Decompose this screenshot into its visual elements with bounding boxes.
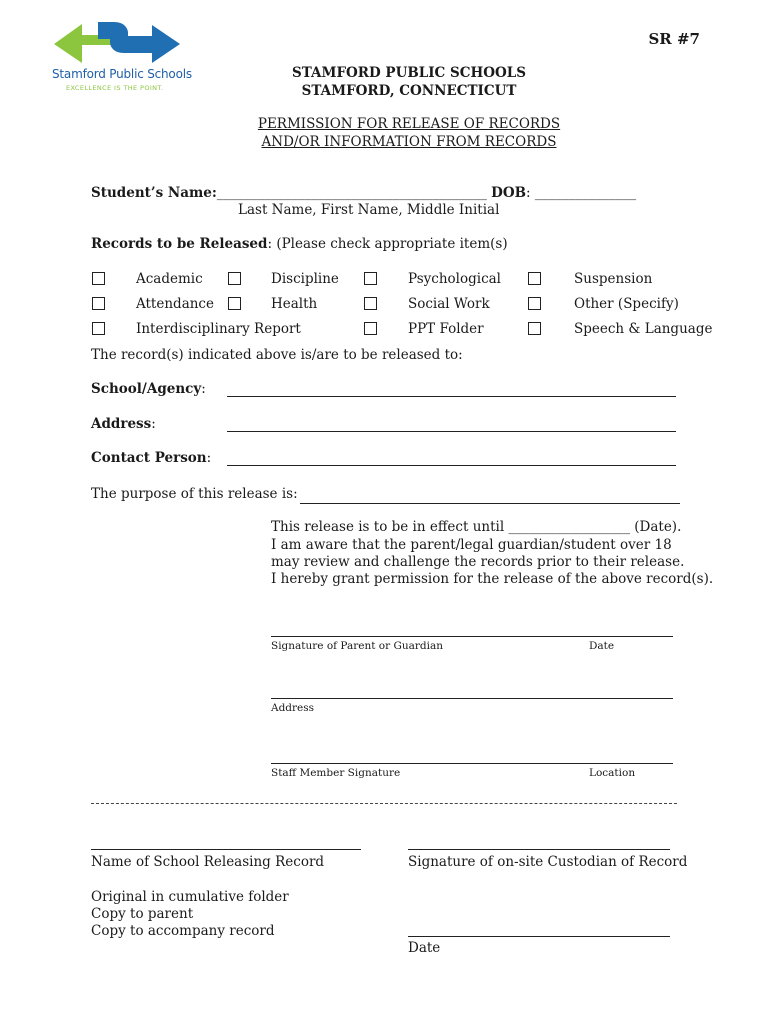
option-social-work: Social Work — [408, 296, 490, 312]
option-attendance: Attendance — [136, 296, 214, 312]
effective-date-field[interactable]: __________________ — [508, 519, 630, 535]
custodian-signature-field[interactable] — [408, 849, 670, 850]
records-instruction: (Please check appropriate item(s) — [276, 236, 508, 252]
form-title-text-1: PERMISSION FOR RELEASE OF RECORDS — [257, 116, 561, 132]
staff-signature-label: Staff Member Signature — [271, 767, 401, 779]
student-name-label: Student’s Name: — [91, 185, 217, 201]
address-colon: : — [151, 416, 156, 432]
signer-address-label: Address — [271, 702, 315, 714]
logo-tagline: EXCELLENCE IS THE POINT. — [66, 84, 164, 92]
records-colon: : — [267, 236, 273, 252]
copy-original: Original in cumulative folder — [91, 889, 289, 905]
records-heading: Records to be Released — [91, 236, 268, 252]
custodian-signature-label: Signature of on-site Custodian of Record — [408, 854, 688, 870]
student-name-field[interactable]: ________________________________________ — [216, 185, 487, 201]
checkbox-ppt-folder[interactable] — [364, 322, 377, 335]
option-discipline: Discipline — [271, 271, 339, 287]
checkbox-psychological[interactable] — [364, 272, 377, 285]
effective-until-row — [271, 519, 681, 535]
school-agency-colon: : — [201, 381, 206, 397]
school-agency-row — [91, 381, 206, 397]
district-name: STAMFORD PUBLIC SCHOOLS — [291, 65, 527, 81]
checkbox-suspension[interactable] — [528, 272, 541, 285]
custodian-date-label: Date — [408, 940, 441, 956]
option-other: Other (Specify) — [574, 296, 679, 312]
purpose-label: The purpose of this release is: — [91, 486, 298, 502]
checkbox-social-work[interactable] — [364, 297, 377, 310]
releasing-school-label: Name of School Releasing Record — [91, 854, 325, 870]
option-academic: Academic — [136, 271, 203, 287]
dob-label: DOB — [491, 185, 527, 201]
statement-line2: I am aware that the parent/legal guardian/student over 18 — [271, 537, 672, 553]
purpose-field[interactable] — [300, 503, 680, 504]
signer-address-field[interactable] — [271, 698, 673, 699]
school-agency-label: School/Agency — [91, 381, 202, 397]
effective-until-text: This release is to be in effect until — [271, 519, 505, 535]
parent-signature-label: Signature of Parent or Guardian — [271, 640, 444, 652]
statement-line3: may review and challenge the records prior to their release. — [271, 554, 685, 570]
district-location: STAMFORD, CONNECTICUT — [301, 83, 517, 99]
form-title-text-2: AND/OR INFORMATION FROM RECORDS — [261, 134, 557, 150]
contact-field[interactable] — [227, 465, 676, 466]
copy-accompany: Copy to accompany record — [91, 923, 275, 939]
address-field[interactable] — [227, 431, 676, 432]
contact-label: Contact Person — [91, 450, 207, 466]
address-label: Address — [91, 416, 152, 432]
option-suspension: Suspension — [574, 271, 653, 287]
staff-signature-field[interactable] — [271, 763, 673, 764]
student-name-row — [91, 185, 636, 201]
checkbox-discipline[interactable] — [228, 272, 241, 285]
address-row — [91, 416, 156, 432]
school-agency-field[interactable] — [227, 396, 676, 397]
custodian-date-field[interactable] — [408, 936, 670, 937]
parent-signature-field[interactable] — [271, 636, 673, 637]
section-divider — [91, 803, 677, 804]
checkbox-attendance[interactable] — [92, 297, 105, 310]
contact-colon: : — [206, 450, 212, 466]
copy-parent: Copy to parent — [91, 906, 194, 922]
parent-date-label: Date — [589, 640, 615, 652]
logo-mark-icon — [52, 22, 182, 66]
dob-field[interactable]: _______________ — [534, 185, 637, 201]
checkbox-academic[interactable] — [92, 272, 105, 285]
form-title-line1 — [0, 116, 770, 132]
checkbox-other[interactable] — [528, 297, 541, 310]
statement-line4: I hereby grant permission for the release of the above record(s). — [271, 571, 714, 587]
checkbox-interdisciplinary[interactable] — [92, 322, 105, 335]
option-health: Health — [271, 296, 318, 312]
student-name-hint: Last Name, First Name, Middle Initial — [238, 202, 500, 218]
dob-colon: : — [526, 185, 531, 201]
form-title-line2 — [0, 134, 770, 150]
option-interdisciplinary: Interdisciplinary Report — [136, 321, 301, 337]
checkbox-health[interactable] — [228, 297, 241, 310]
staff-location-label: Location — [589, 767, 636, 779]
records-heading-row — [91, 236, 508, 252]
effective-date-label: (Date). — [634, 519, 682, 535]
checkbox-speech-language[interactable] — [528, 322, 541, 335]
release-to-intro: The record(s) indicated above is/are to be released to: — [91, 347, 463, 363]
form-code: SR #7 — [648, 30, 700, 48]
contact-row — [91, 450, 211, 466]
option-ppt-folder: PPT Folder — [408, 321, 484, 337]
releasing-school-field[interactable] — [91, 849, 361, 850]
option-psychological: Psychological — [408, 271, 501, 287]
option-speech-language: Speech & Language — [574, 321, 713, 337]
logo-name: Stamford Public Schools — [52, 67, 192, 81]
